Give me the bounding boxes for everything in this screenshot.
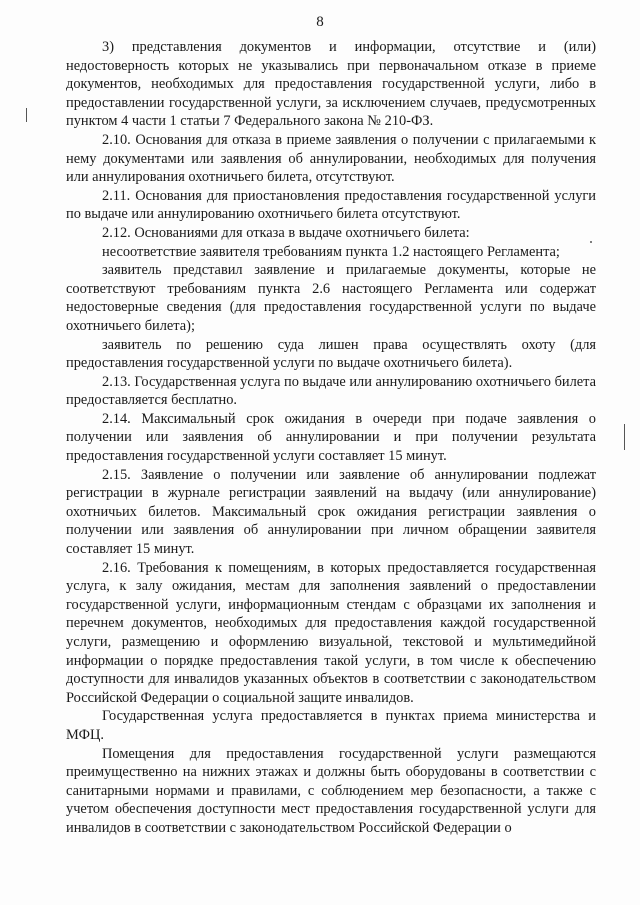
document-body (66, 38, 596, 838)
paragraph-premises: Помещения для предоставления государственной услуги размещаются преимущественно на нижних этажах и должны быть оборудованы в соответствии с санитарными нормами и правилами, с соблюдением мер безопасности, а также с учетом обеспечения доступности мест предоставления государственной услуги для инвалидов в соответствии с законодательством Российской Федерации о (66, 745, 596, 836)
paragraph-2-10: 2.10. Основания для отказа в приеме заявления о получении с прилагаемыми к нему документами или заявления об аннулировании, необходимых для получения или аннулирования охотничьего билета, отсутствуют. (66, 131, 596, 186)
paragraph-service-locations: Государственная услуга предоставляется в пунктах приема министерства и МФЦ. (66, 708, 596, 743)
page-number: 8 (316, 14, 324, 30)
paragraph-2-11: 2.11. Основания для приостановления предоставления государственной услуги по выдаче или аннулированию охотничьего билета отсутствуют. (66, 187, 596, 223)
scan-artifact-mark (624, 424, 625, 450)
paragraph-2-14: 2.14. Максимальный срок ожидания в очереди при подаче заявления о получении или заявления об аннулировании и при получении результата предоставления государственной услуги составляет 15 минут. (66, 410, 596, 465)
paragraph-2-12-reason-3: заявитель по решению суда лишен права осуществлять охоту (для предоставления государственной услуги по выдаче охотничьего билета). (66, 336, 596, 372)
scan-artifact-mark (26, 108, 27, 122)
paragraph-item-3: 3) представления документов и информации, отсутствие и (или) недостоверность которых не указывались при первоначальном отказе в приеме документов, необходимых для предоставления государственной услуги, либо в предоставлении государственной услуги, за исключением случаев, предусмотренных пунктом 4 части 1 статьи 7 Федерального закона № 210-ФЗ. (66, 39, 596, 130)
paragraph-2-13: 2.13. Государственная услуга по выдаче или аннулированию охотничьего билета предоставляется бесплатно. (66, 373, 597, 409)
paragraph-2-12-reason-2: заявитель представил заявление и прилагаемые документы, которые не соответствуют требованиям пункта 2.6 настоящего Регламента или содержат недостоверные сведения (для предоставления государственной услуги по выдаче охотничьего билета); (66, 262, 596, 334)
paragraph-2-12: 2.12. Основаниями для отказа в выдаче охотничьего билета: (102, 224, 470, 241)
paragraph-2-12-reason-1: несоответствие заявителя требованиям пункта 1.2 настоящего Регламента; (102, 243, 560, 260)
paragraph-2-16: 2.16. Требования к помещениям, в которых предоставляется государственная услуга, к залу ожидания, местам для заполнения заявлений о предоставлении государственной услуги, информационным стендам с образцами их заполнения и перечнем документов, необходимых для предоставления каждой государственной услуги, размещению и оформлению визуальной, текстовой и мультимедийной информации о порядке предоставления такой услуги, в том числе к обеспечению доступности для инвалидов указанных объектов в соответствии с законодательством Российской Федерации о социальной защите инвалидов. (66, 559, 596, 706)
scan-artifact-dot (590, 241, 592, 243)
paragraph-2-15: 2.15. Заявление о получении или заявление об аннулировании подлежат регистрации в журнале регистрации заявлений на выдачу (или аннулирование) охотничьих билетов. Максимальный срок ожидания регистрации заявления о получении или заявления об аннулировании при личном обращении заявителя составляет 15 минут. (66, 466, 596, 558)
